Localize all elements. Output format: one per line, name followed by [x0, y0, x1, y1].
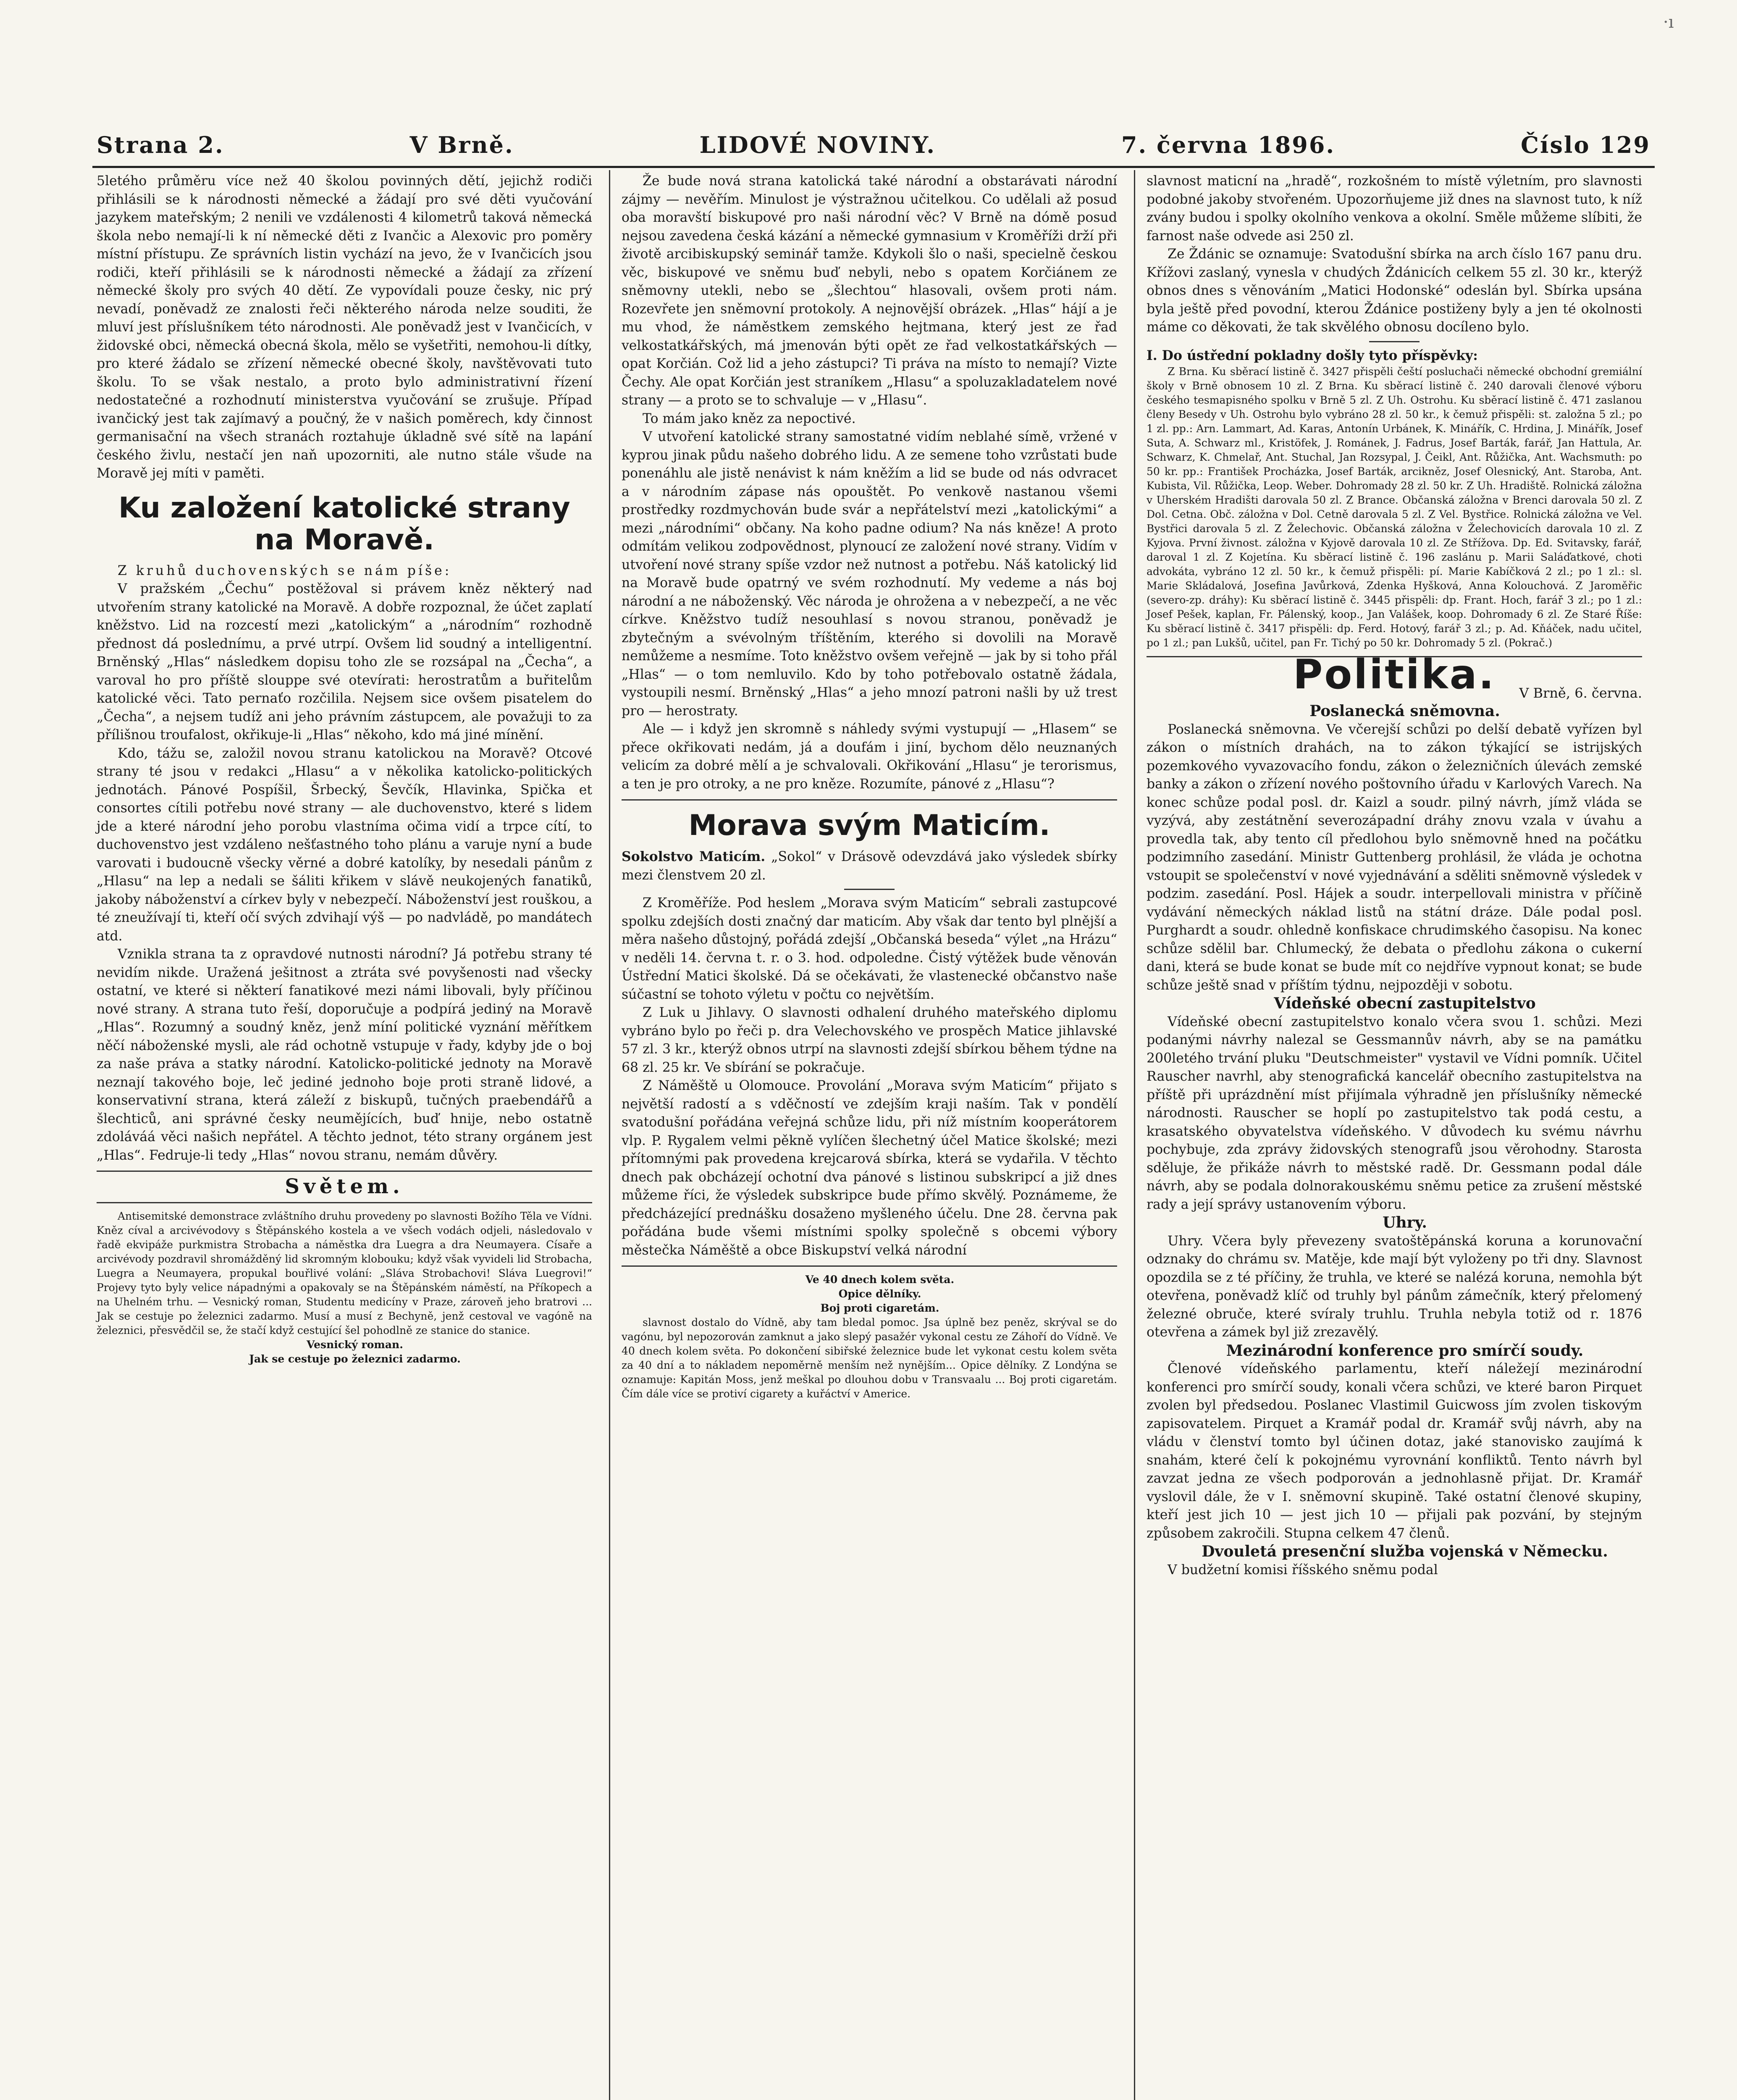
header-rule [92, 166, 1655, 168]
article-text: Z Náměště u Olomouce. Provolání „Morava svým Maticím“ přijato s největší radostí a s vděčností ve zdejším kraji naším. Tak v pondělí svatodušní pořádána veřejná schůze lidu, při níž místním kooperátorem vlp. P. Rygalem velmi pěkně vylíčen šlechetný účel Matice školské; mezi přítomnými pak provedena krejcarová sbírka, která se vydařila. V těchto dnech pak obcházejí ochotní dva pánové s listinou subskripcí a již dnes můžeme říci, že výsledek subskripce bude přímo skvělý. Poznámeme, že předcházející prednášku dosaženo myšleného účelu. Dne 28. června pak pořádána bude všemi místními spolky společně s obcemi výbory městečka Náměště a obce Biskupství velká národní [622, 1078, 1117, 1258]
separator [844, 889, 895, 890]
separator [1369, 341, 1420, 342]
page-number: Strana 2. [97, 131, 224, 158]
article-text: Kdo, tážu se, založil novou stranu katolickou na Moravě? Otcové strany té jsou v redakci „Hlasu“ a v několika katolicko-politických jednotách. Pánové Pospíšil, Šrbecký, Ševčík, Hlavinka, Spička et consortes cítili potřebu nové strany — ale duchovenstvo, které s lidem jde a které národní jeho porobu vlastníma očima vidí a trpce cítí, to duchovenstvo jest vzdáleno nešťastného toho plánu a varuje nyní a bude varovati i budoucně všecky věrné a dobré katolíky, by nesedali pánům z „Hlasu“ na lep a nedali se šáliti křikem v slávě neukojených fanatiků, jakoby náboženství a církev byly v nebezpečí. Náboženství jest rouškou, a té zneužívají ti, kteří očí svých zdvihají výš — po nadvládě, po mandátech atd. [97, 746, 592, 944]
article-subheading: Uhry. [1383, 1214, 1427, 1231]
article-text: Z kruhů duchovenských se nám píše: [118, 563, 452, 578]
news-subheading: Opice dělníky. [838, 1288, 921, 1300]
article-text: 5letého průměru více než 40 školou povinných dětí, jejichž rodiči přihlásili se k národnosti německé a žádají pro své děti vyučování jazykem mateřským; 2 nenili ve vzdálenosti 4 kilometrů taková německá škola nebo nemají-li k ní německé děti z Ivančic a Alexovic pro poměry místní přístupu. Ze správních listin vychází na jevo, že v Ivančicích jsou rodiči, kteří přihlásili se k národnosti německé a žádají za zřízení německé školy pro svých 40 dětí. Ze vypovídali pouze česky, nic prý nevadí, poněvadž ze znalosti řeči některého národa nelze souditi, že mluví jest příslušníkem této národnosti. Ale poněvadž jest v Ivančicích, v židovské obci, německá obecná škola, mělo se vyšetřiti, nemohou-li dítky, pro které žádalo se zřízení německé obecné školy, navštěvovati tuto školu. To se však nestalo, a proto bylo administrativní řízení nedostatečné a rozhodnutí ministerstva vyučování se zrušuje. Případ ivančický jest tak zajímavý a poučný, že v našich poměrech, kdy činnost germanisační na všech stranách roztahuje úkladně své sítě na lapání českého živlu, nestačí jen naň upozorniti, ale nutno stále všude na Moravě jej míti v paměti. [97, 173, 592, 481]
article-subheading: Vídeňské obecní zastupitelstvo [1274, 995, 1536, 1012]
article-subheading: Dvouletá presenční služba vojenská v Německu. [1202, 1543, 1608, 1560]
article-text: Poslanecká sněmovna. Ve včerejší schůzi po delší debatě vyřízen byl zákon o místních drahách, na to zákon týkající se istrijských pozemkového vyvazovacího fondu, zákon o železničních úlevách zemské banky a zákon o zřízení nového poštovního úřadu v Karlových Varech. Na konec schůze podal posl. dr. Kaizl a soudr. pilný návrh, jímž vláda se vyzývá, aby zestátnění severozápadní dráhy znovu vzala v úvahu a provedla tak, aby tento cíl předlohou bylo sněmovně hned na počátku podzimního zasedání. Ministr Guttenberg prohlásil, že vláda je ochotna vstoupit se společenství v nové vyjednávání a sděliti sněmovně výsledek v podzim. zasedání. Posl. Hájek a soudr. interpellovali ministra v příčině vydávání německých náklad listů na státní dráze. Dále podal posl. Purghardt a soudr. ohledně konfiskace chrudimského časopisu. Na konec schůze sdělil bar. Chlumecký, že debata o předlohu zákona o cukerní dani, která se bude konat se bude mít co nejdříve vypnout konat; se bude schůze ještě snad v příštím týdnu, nejpozději v sobotu. [1147, 722, 1642, 993]
article-text: Z Kroměříže. Pod heslem „Morava svým Maticím“ sebrali zastupcové spolku zdejších dosti značný dar maticím. Aby však dar tento byl plnější a měra našeho důstojný, pořádá zdejší „Občanská beseda“ výlet „na Hrázu“ v neděli 14. června t. r. o 3. hod. odpoledne. Čistý výtěžek bude věnován Ústřední Matici školské. Dá se očekávati, že vlastenecké občanstvo naše súčastní se tohoto výletu v počtu co největším. [622, 895, 1117, 1002]
article-text: Že bude nová strana katolická také národní a obstarávati národní zájmy — nevěřím. Minulost je výstražnou učitelkou. Co udělali až posud oba moravští biskupové pro naši národní věc? V Brně na dómě posud nejsou zavedena česká kázání a německé gymnasium v Kroměříži drží při životě arcibiskupský seminář tamže. Kdykoli šlo o naši, specielně českou věc, biskupové ve sněmu buď nebyli, nebo s opatem Korčiánem ze sněmovny utekli, nebo se „šlechtou“ hlasovali, ovšem proti nám. Rozevřete jen sněmovní protokoly. A nejnovější obrázek. „Hlas“ hájí a je mu vhod, že náměstkem zemského hejtmana, který jest ze řad velkostatkářských, má jmenován býti opět ze řad velkostatkářských — opat Korčián. Což lid a jeho zástupci? Ti práva na místo to nemají? Vizte Čechy. Ale opat Korčián jest straníkem „Hlasu“ a spoluzakladatelem nové strany — a proto se to schvaluje — v „Hlasu“. [622, 173, 1117, 408]
dateline: V Brně, 6. června. [1519, 685, 1642, 701]
section-rule [97, 1171, 592, 1172]
place-line: V Brně. [409, 131, 514, 158]
section-rule [622, 1265, 1117, 1267]
article-headline: Morava svým Maticím. [688, 809, 1050, 842]
article-text: Ze Ždánic se oznamuje: Svatodušní sbírka na arch číslo 167 panu dru. Křížovi zaslaný, vynesla v chudých Ždánicích celkem 55 zl. 30 kr., kterýž obnos dnes s věnováním „Matici Hodonské“ odeslán byl. Sbírka upsána byla ještě před povodní, kterou Ždánice postiženy byly a jen té okolnosti máme co děkovati, že tak skvělého obnosu docíleno bylo. [1147, 247, 1642, 335]
article-text: Vznikla strana ta z opravdové nutnosti národní? Já potřebu strany té nevidím nikde. Uražená ješitnost a ztráta své povyšenosti nad všecky ostatní, ve které si některí fanatikové mezi námi libovali, byly příčinou nové strany. A strana tuto řeší, doporučuje a podpírá jediný na Moravě „Hlas“. Rozumný a soudný kněz, jenž míní politické vyznání měřítkem něčí náboženské mysli, ale rád ochotně vstupuje v řady, kdyby jde o boj za naše práva a statky národní. Katolicko-politické jednoty na Moravě neznají takového boje, leč jediné jednoho boje proti straně lidové, a konservativní strana, která záleží z biskupů, tučných praebendářů a šlechticů, ani správné česky neumějících, buď hnije, nebo ostatně zdoláváá věci našich nepřátel. A těchto jednot, této strany orgánem jest „Hlas“. Fedruje-li tedy „Hlas“ novou stranu, nemám důvěry. [97, 947, 592, 1163]
article-text: V budžetní komisi říšského sněmu podal [1168, 1562, 1438, 1578]
article-headline: Ku založení katolické strany na Moravě. [118, 491, 570, 556]
article-text: V pražském „Čechu“ postěžoval si právem kněz některý nad utvořením strany katolické na Moravě. A dobře rozpoznal, že účet zaplatí kněžstvo. Lid na rozcestí mezi „katolickým“ a „národním“ rozhodně přednost dá poslednímu, a prvé utrpí. Ovšem lid soudný a intelligentní. Brněnský „Hlas“ následkem dopisu toho zle se rozsápal na „Čecha“, a varoval ho pro příště slouppe své otevírati: herostratům a buřitelům katolické věci. Tato pernaťo rozčilila. Nejsem sice ovšem pisatelem do „Čecha“, a nejsem tudíž ani jeho právním zástupcem, ale považuji to za přílišnou troufalost, okřikuje-li „Hlas“ někoho, kdo má jiné mínění. [97, 581, 592, 743]
news-subheading: Ve 40 dnech kolem světa. [805, 1273, 955, 1286]
article-text: Členové vídeňského parlamentu, kteří náležejí mezinárodní konferenci pro smírčí soudy, konali včera schůzi, ve které baron Pirquet zvolen byl předsedou. Poslanec Vlastimil Guicwoss jím zvolen tiskovým zapisovatelem. Pirquet a Kramář podal dr. Kramář svůj návrh, aby na vládu v členství tomto byl účinen dotaz, jaké stanovisko zaujímá k snahám, které čelí k pokojnému vyrovnání konfliktů. Tento návrh byl zavzat jedna ze všech podporován a jednohlasně přijat. Dr. Kramář vyslovil dále, že v I. sněmovní skupině. Také ostatní členové skupiny, kteří jest jich 10 — jest jich 10 — přijali pak pozvání, by stejným způsobem zakročili. Stupna celkem 47 členů. [1147, 1361, 1642, 1541]
article-text: „Sokol“ v Drásově odevzdává jako výsledek sbírky mezi členstvem 20 zl. [622, 849, 1117, 883]
news-text: slavnost dostalo do Vídně, aby tam bledal pomoc. Jsa úplně bez peněz, skrýval se do vagónu, byl nepozorován zamknut a jako slepý pasažér vykonal cestu ze Záhoří do Vídně. Ve 40 dnech kolem světa. Po dokončení sibiřské železnice bude let vykonat cestu kolem světa za 40 dní a to nákladem nepoměrně menším než nynějším... Opice dělníky. Z Londýna se oznamuje: Kapitán Moss, jenž meškal po dlouhou dobu v Transvaalu ... Boj proti cigaretám. Čím dále více se protiví cigarety a kuřáctví v Americe. [622, 1316, 1117, 1400]
section-rule [622, 799, 1117, 801]
section-heading: Politika. [1293, 651, 1496, 698]
column-1 [97, 172, 592, 1366]
article-text: Uhry. Včera byly převezeny svatoštěpánská koruna a korunovační odznaky do chrámu sv. Matěje, kde mají být vyloženy po tři dny. Slavnost opozdila se z té příčiny, že truhla, ve které se nalézá koruna, nemohla být otevřena, poněvadž klíč od truhly byl pánům zámečník, který přelomený železné obruče, které svíraly truhlu. Truhla nebyla totiž od r. 1876 otevřena a zámek byl již zrezavělý. [1147, 1233, 1642, 1340]
issue-date: 7. června 1896. [1121, 131, 1336, 158]
column-divider [1134, 170, 1135, 2100]
news-text: Antisemitské demonstrace zvláštního druhu provedeny po slavnosti Božího Těla ve Vídni. Kněz cíval a arcivévodovy s Štěpánského kostela a ve všech vodách odjeli, následovalo v řadě ekvipáže purkmistra Strobacha a náměstka dra Luegra a dra Neumayera. Císaře a arcivévody pozdravil shromážděný lid skromným klobouku; když však vyvideli lid Strobacha, Luegra a Neumayera, propukal bouřlivé volání: „Sláva Strobachovi! Sláva Luegrovi!“ Projevy tyto byly velice nápadnými a opakovaly se na Štěpánském náměstí, na Příkopech a na Uhelném trhu. — Vesnický roman, Studentu medicíny v Praze, zároveň jeho bratrovi ... Jak se cestuje po železnici zadarmo. Musí a musí z Bechyně, jenž cestoval ve vagóně na železnici, přesvědčil se, že stačí když cestující šel pohodlně ze stanice do stanice. [97, 1210, 592, 1336]
news-subheading: Vesnický roman. [307, 1338, 403, 1351]
masthead-row [97, 126, 1650, 164]
article-subheading: Poslanecká sněmovna. [1309, 702, 1500, 720]
corner-mark: ·ı [1663, 13, 1674, 32]
news-subheading: Boj proti cigaretám. [820, 1302, 939, 1314]
list-heading: I. Do ústřední pokladny došly tyto příspěvky: [1147, 347, 1478, 363]
donation-list: Z Brna. Ku sběrací listině č. 3427 přispěli čeští posluchači německé obchodní gremiální školy v Brně obnosem 10 zl. Z Brna. Ku sběrací listině č. 240 darovali členové výboru českého tesmapisného spolku v Brně 5 zl. Z Uh. Ostrohu. Ku sběrací listině č. 471 zaslanou členy Besedy v Uh. Ostrohu bylo vybráno 28 zl. 50 kr., k čemuž přispěli: st. založna 5 zl.; po 1 zl. pp.: Arn. Lammart, Ad. Karas, Antonín Urbánek, K. Minářík, C. Hrdina, J. Minářík, Josef Suta, A. Schwarz ml., Kristöfek, J. Románek, J. Fadrus, Josef Barták, farář, Jan Hattula, Ar. Schwarz, K. Chmelař, Ant. Stuchal, Jan Rozsypal, J. Čeikl, Ant. Růžička, Ant. Wachsmuth: po 50 kr. pp.: František Procházka, Josef Barták, arcikněz, Josef Olesnický, Ant. Staroba, Ant. Kubista, Vil. Růžička, Leop. Weber. Dohromady 28 zl. 50 kr. Z Uh. Hradiště. Rolnická záložna v Uherském Hradišti darovala 50 zl. Z Brance. Občanská záložna v Brenci darovala 50 zl. Z Dol. Cetna. Obč. záložna v Dol. Cetně darovala 5 zl. Z Vel. Bystřice. Rolnická záložna ve Vel. Bystřici darovala 5 zl. Z Želechovic. Občanská záložna v Želechovicích darovala 10 zl. Z Kyjova. První živnost. záložna v Kyjově darovala 10 zl. Ze Střížova. Dp. Ed. Svitavsky, farář, daroval 1 zl. Z Kojetína. Ku sběrací listině č. 196 zaslánu p. Marii Saláďatkové, choti advokáta, vybráno 12 zl. 50 kr., k čemuž přispěli: pí. Marie Kabíčková 2 zl.; po 1 zl.: sl. Marie Skládalová, Josefina Javůrková, Zdenka Hyšková, Anna Kolouchová. Z Jaroměřic (severo-zp. dráhy): Ku sběrací listině č. 3445 přispěli: dp. Frant. Hoch, farář 3 zl.; po 1 zl.: Josef Pešek, kaplan, Fr. Pálenský, koop., Jan Valášek, koop. Dohromady 6 zl. Ze Staré Říše: Ku sběrací listině č. 3417 přispěli: dp. Ferd. Hotový, farář 3 zl.; p. Ad. Kňáček, nadu učitel, po 1 zl.; pan Lukšů, učitel, pan Fr. Tichý po 50 kr. Dohromady 5 zl. (Pokrač.) [1147, 365, 1642, 649]
section-heading: Světem. [285, 1175, 404, 1198]
column-divider [609, 170, 610, 2100]
article-subheading: Sokolstvo Maticím. [622, 849, 766, 864]
column-2 [622, 172, 1117, 1401]
issue-number: Číslo 129 [1521, 131, 1650, 158]
news-subheading: Jak se cestuje po železnici zadarmo. [249, 1352, 461, 1365]
article-text: slavnost maticní na „hradě“, rozkošném to místě výletním, pro slavnosti podobné jakoby stvořeném. Upozorňujeme již dnes na slavnost tuto, k níž zvány budou i spolky okolního venkova a okolní. Směle můžeme slíbiti, že farnost naše odvede asi 250 zl. [1147, 173, 1642, 244]
article-text: Z Luk u Jihlavy. O slavnosti odhalení druhého mateřského diplomu vybráno bylo po řeči p. dra Velechovského ve prospěch Matice jihlavské 57 zl. 3 kr., kterýž obnos utrpí na slavnosti zdejší sbírkou během týdne na 68 zl. 25 kr. Ve sbírání se pokračuje. [622, 1005, 1117, 1075]
article-subheading: Mezinárodní konference pro smírčí soudy. [1226, 1341, 1584, 1360]
article-text: V utvoření katolické strany samostatné vidím neblahé símě, vržené v kyprou jinak půdu našeho dobrého lidu. A ze semene toho vzrůstati bude ponenáhlu ale jistě nenávist k nám kněžím a lid se bude od nás odvracet a v národním zápase nás opouštět. Po venkově nastanou všemi prostředky rozdmychován bude svár a nepřátelství mezi „katolickými“ a mezi „národními“ občany. Na koho padne odium? Na nás kněze! A proto odmítám velikou zodpovědnost, plynoucí ze založení nové strany. Vidím v utvoření nové strany spíše vzdor než nutnost a potřebu. Náš katolický lid na Moravě bude opatrný ve svém rozhodnutí. My vedeme a nás boj národní a ne náboženský. Věc národa je ohrožena a v nebezpečí, a ne věc církve. Kněžstvo tudíž nesouhlasí s novou stranou, poněvadž je zbytečným a svévolným tříštěním, kterého si dovolili na Moravě nemůžeme a nesmíme. Toto kněžstvo ovšem veřejně — jak by si toho přál „Hlas“ — o tom nemluvilo. Kdo by toho potřebovalo ostatně žádala, vystoupili nesmí. Brněnský „Hlas“ a jeho mnozí patroni našli by už trest pro — herostraty. [622, 429, 1117, 719]
article-text: To mám jako kněz za nepoctivé. [643, 411, 856, 426]
article-text: Ale — i když jen skromně s náhledy svými vystupují — „Hlasem“ se přece okřikovati nedám, já a doufám i jiní, bychom dělo neuznaných velicím za dobré mělí a je schvalovali. Okřikování „Hlasu“ je terorismus, a ten je pro otroky, a ne pro kněze. Rozumíte, pánové z „Hlasu“? [622, 722, 1117, 792]
article-text: Vídeňské obecní zastupitelstvo konalo včera svou 1. schůzi. Mezi podanými návrhy nalezal se Gessmannův návrh, aby se na památku 200letého trvání pluku "Deutschmeister" vystavil ve Vídni pomník. Učitel Rauscher navrhl, aby stenografická kancelář obecního zastupitelstva na příště při uprázdnění míst přijímala výhradně jen příslušníky německé národnosti. Rauscher se hoplí po zastupitelstvo tak podá cestu, a krasatského obyvatelstva vídeňského. V důvodech ku svému návrhu pochybuje, zda zprávy židovských stenografů jsou věrohodny. Starosta sděluje, že přikáže návrh to městské radě. Dr. Gessmann podal dále návrh, aby se podala dolnorakouskému sněmu petice za zrušení městské rady a její správy ustanovením výboru. [1147, 1014, 1642, 1212]
newspaper-title: LIDOVÉ NOVINY. [699, 131, 936, 158]
section-rule [97, 1202, 592, 1203]
column-3 [1147, 172, 1642, 1579]
